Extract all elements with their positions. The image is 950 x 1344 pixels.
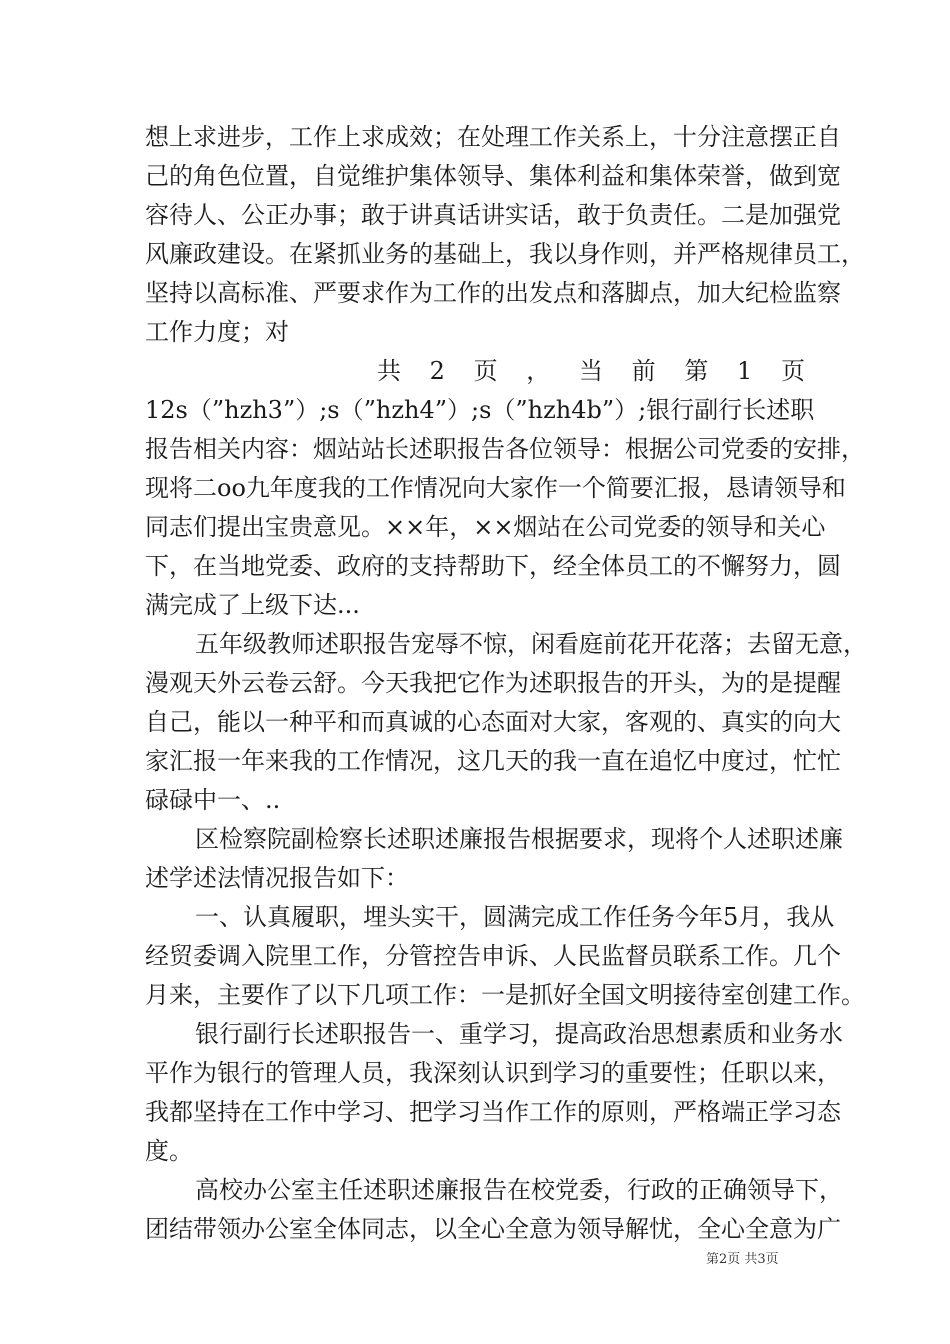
text-line: 月来，主要作了以下几项工作：一是抓好全国文明接待室创建工作。: [145, 981, 865, 1009]
page-count-token: 1: [736, 357, 753, 385]
text-line: 工作力度；对: [145, 318, 289, 346]
text-line: 我都坚持在工作中学习、把学习当作工作的原则，严格端正学习态: [145, 1098, 841, 1126]
text-line: 现将二oo九年度我的工作情况向大家作一个简要汇报，恳请领导和: [145, 474, 846, 502]
page-count-token: 页: [473, 357, 498, 385]
text-line: 漫观天外云卷云舒。今天我把它作为述职报告的开头，为的是提醒: [145, 669, 841, 697]
text-line: 风廉政建设。在紧抓业务的基础上，我以身作则，并严格规律员工，: [145, 240, 865, 268]
text-line: 碌碌中一、..: [145, 786, 281, 814]
page-footer: 第2页 共3页: [706, 1252, 779, 1267]
text-line: 高校办公室主任述职述廉报告在校党委，行政的正确领导下，: [195, 1176, 843, 1204]
text-line: 同志们提出宝贵意见。××年，××烟站在公司党委的领导和关心: [145, 513, 826, 541]
text-line: 自己，能以一种平和而真诚的心态面对大家，客观的、真实的向大: [145, 708, 841, 736]
page-count-token: 2: [429, 357, 445, 385]
text-line: 述学述法情况报告如下：: [145, 864, 409, 892]
text-line: 一、认真履职，埋头实干，圆满完成工作任务今年5月，我从: [195, 903, 835, 931]
paragraph-block-2: [145, 391, 867, 1249]
text-line: 容待人、公正办事；敢于讲真话讲实话，敢于负责任。二是加强党: [145, 201, 841, 229]
text-line: 度。: [145, 1137, 193, 1165]
text-line: 下，在当地党委、政府的支持帮助下，经全体员工的不懈努力，圆: [145, 552, 841, 580]
text-line: 五年级教师述职报告宠辱不惊，闲看庭前花开花落；去留无意，: [195, 630, 867, 658]
page-count-token: 前: [631, 357, 656, 385]
text-line: 银行副行长述职报告一、重学习，提高政治思想素质和业务水: [195, 1020, 843, 1048]
text-line: 想上求进步，工作上求成效；在处理工作关系上，十分注意摆正自: [145, 123, 841, 151]
text-line: 区检察院副检察长述职述廉报告根据要求，现将个人述职述廉: [195, 825, 843, 853]
paragraph-block-1: [145, 118, 865, 352]
page-count-token: 当: [578, 357, 603, 385]
text-line: 家汇报一年来我的工作情况，这几天的我一直在追忆中度过，忙忙: [145, 747, 841, 775]
text-line: 经贸委调入院里工作，分管控告申诉、人民监督员联系工作。几个: [145, 942, 841, 970]
page-count-token: 共: [377, 357, 401, 385]
page-count-line: [145, 352, 805, 391]
page-count-token: 第: [684, 357, 709, 385]
text-line: 团结带领办公室全体同志，以全心全意为领导解忧，全心全意为广: [145, 1215, 841, 1243]
page-count-token: 页: [780, 357, 805, 385]
text-line: 坚持以高标准、严要求作为工作的出发点和落脚点，加大纪检监察: [145, 279, 841, 307]
document-body: [145, 118, 867, 1249]
page-count-token: ，: [526, 357, 551, 385]
text-line: 满完成了上级下达...: [145, 591, 360, 619]
text-line: 报告相关内容：烟站站长述职报告各位领导：根据公司党委的安排，: [145, 435, 865, 463]
text-line: 平作为银行的管理人员，我深刻认识到学习的重要性；任职以来，: [145, 1059, 841, 1087]
text-line: 己的角色位置，自觉维护集体领导、集体利益和集体荣誉，做到宽: [145, 162, 841, 190]
text-line: 12s（”hzh3”）;s（”hzh4”）;s（”hzh4b”）;银行副行长述职: [145, 396, 815, 424]
